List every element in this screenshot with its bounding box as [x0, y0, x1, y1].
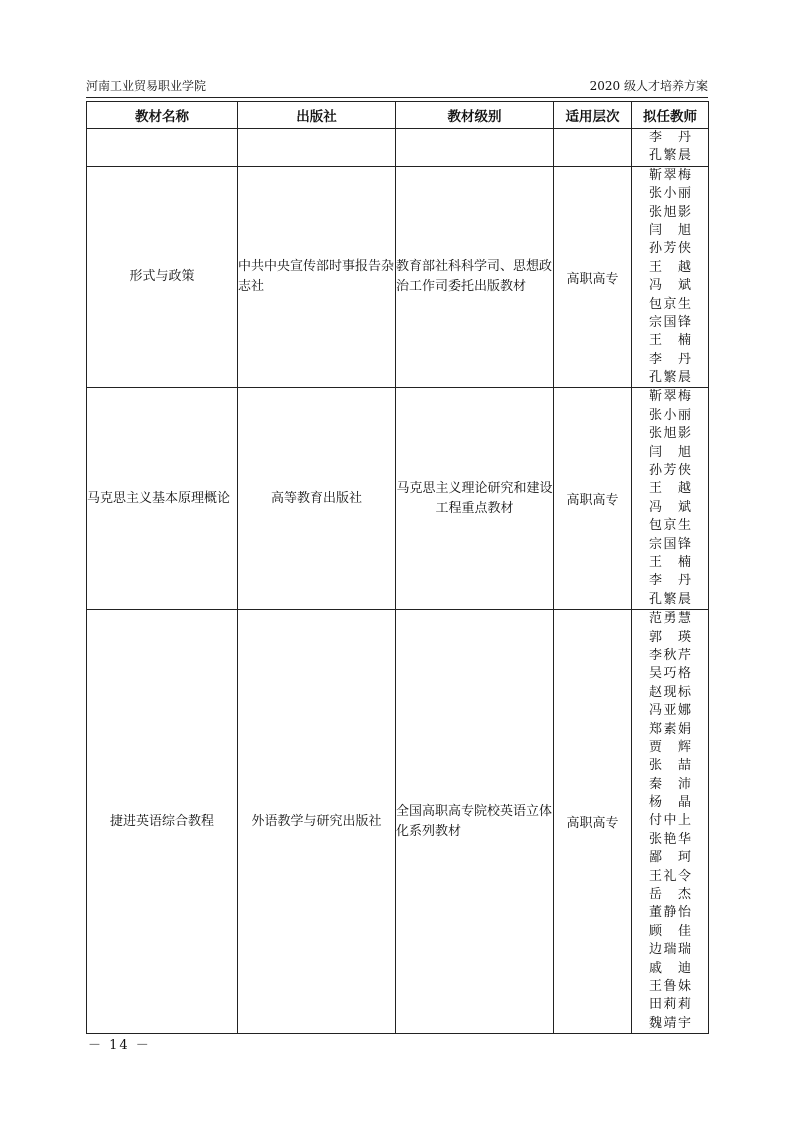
textbook-level: 全国高职高专院校英语立体化系列教材: [396, 610, 554, 1034]
table-row: [87, 166, 709, 388]
applicable-level: 高职高专: [554, 388, 632, 610]
teacher-name: 赵现标: [649, 684, 691, 700]
teacher-name: 边瑞瑞: [649, 942, 691, 958]
teacher-name: 包京生: [649, 296, 691, 312]
publisher: 中共中央宣传部时事报告杂志社: [238, 166, 396, 388]
teacher-name: 岳杰: [649, 887, 691, 903]
teacher-list-cell: [632, 388, 709, 610]
textbook-level: [396, 129, 554, 167]
teacher-name: 孔繁晨: [649, 591, 691, 607]
textbook-name: 捷进英语综合教程: [87, 610, 238, 1034]
teacher-name: 吴巧格: [649, 666, 691, 682]
textbook-table: [86, 101, 709, 1034]
teacher-name: 闫旭: [649, 222, 691, 238]
teacher-name: 王越: [649, 481, 691, 497]
teacher-name: 孔繁晨: [649, 370, 691, 386]
teacher-name: 田莉莉: [649, 997, 691, 1013]
textbook-level: 马克思主义理论研究和建设工程重点教材: [396, 388, 554, 610]
applicable-level: 高职高专: [554, 166, 632, 388]
teacher-name: 宗国锋: [649, 536, 691, 552]
teacher-name: 付中上: [649, 813, 691, 829]
teacher-name: 张艳华: [649, 831, 691, 847]
textbook-name: 马克思主义基本原理概论: [87, 388, 238, 610]
teacher-name: 张旭影: [649, 426, 691, 442]
table-row: [87, 129, 709, 167]
teacher-name: 李丹: [649, 573, 691, 589]
teacher-name: 张小丽: [649, 407, 691, 423]
teacher-name: 王楠: [649, 554, 691, 570]
teacher-name: 顾佳: [649, 923, 691, 939]
teacher-name: 范勇慧: [649, 611, 691, 627]
header-rule: [86, 97, 708, 98]
teacher-name: 闫旭: [649, 444, 691, 460]
col-header-scope: 适用层次: [554, 102, 632, 129]
teacher-name: 冯亚娜: [649, 703, 691, 719]
teacher-name: 靳翠梅: [649, 389, 691, 405]
teacher-name: 宗国锋: [649, 314, 691, 330]
teacher-list: [632, 388, 708, 609]
teacher-name: 董静怡: [649, 905, 691, 921]
publisher: 高等教育出版社: [238, 388, 396, 610]
teacher-name: 孙芳侠: [649, 241, 691, 257]
teacher-list: [632, 167, 708, 388]
col-header-teachers: 拟任教师: [632, 102, 709, 129]
teacher-name: 张小丽: [649, 186, 691, 202]
col-header-publisher: 出版社: [238, 102, 396, 129]
applicable-level: 高职高专: [554, 610, 632, 1034]
page-number: － 14 －: [88, 1038, 151, 1053]
teacher-name: 王鲁妹: [649, 978, 691, 994]
teacher-name: 张喆: [649, 758, 691, 774]
document-title: 2020 级人才培养方案: [589, 79, 708, 93]
teacher-list-cell: [632, 129, 709, 167]
teacher-list-cell: [632, 610, 709, 1034]
teacher-name: 包京生: [649, 518, 691, 534]
teacher-name: 鄙珂: [649, 850, 691, 866]
textbook-name: [87, 129, 238, 167]
col-header-name: 教材名称: [87, 102, 238, 129]
teacher-name: 张旭影: [649, 204, 691, 220]
teacher-name: 魏靖宇: [649, 1015, 691, 1031]
teacher-name: 冯斌: [649, 278, 691, 294]
teacher-name: 秦沛: [649, 776, 691, 792]
publisher: [238, 129, 396, 167]
teacher-list: [632, 129, 708, 166]
page-header: [86, 79, 708, 93]
col-header-level: 教材级别: [396, 102, 554, 129]
teacher-name: 李丹: [649, 351, 691, 367]
table-row: [87, 388, 709, 610]
teacher-name: 王楠: [649, 333, 691, 349]
textbook-name: 形式与政策: [87, 166, 238, 388]
teacher-name: 李秋芹: [649, 647, 691, 663]
teacher-name: 郑素娟: [649, 721, 691, 737]
teacher-name: 靳翠梅: [649, 167, 691, 183]
teacher-list-cell: [632, 166, 709, 388]
publisher: 外语教学与研究出版社: [238, 610, 396, 1034]
teacher-name: 郭瑛: [649, 629, 691, 645]
teacher-list: [632, 610, 708, 1033]
teacher-name: 贾辉: [649, 739, 691, 755]
teacher-name: 冯斌: [649, 499, 691, 515]
teacher-name: 杨晶: [649, 795, 691, 811]
table-header-row: [87, 102, 709, 129]
teacher-name: 孔繁晨: [649, 148, 691, 164]
teacher-name: 孙芳侠: [649, 463, 691, 479]
applicable-level: [554, 129, 632, 167]
teacher-name: 王礼令: [649, 868, 691, 884]
table-row: [87, 610, 709, 1034]
teacher-name: 王越: [649, 259, 691, 275]
teacher-name: 戚迪: [649, 960, 691, 976]
textbook-level: 教育部社科科学司、思想政治工作司委托出版教材: [396, 166, 554, 388]
teacher-name: 李丹: [649, 130, 691, 145]
school-name: 河南工业贸易职业学院: [86, 79, 207, 93]
